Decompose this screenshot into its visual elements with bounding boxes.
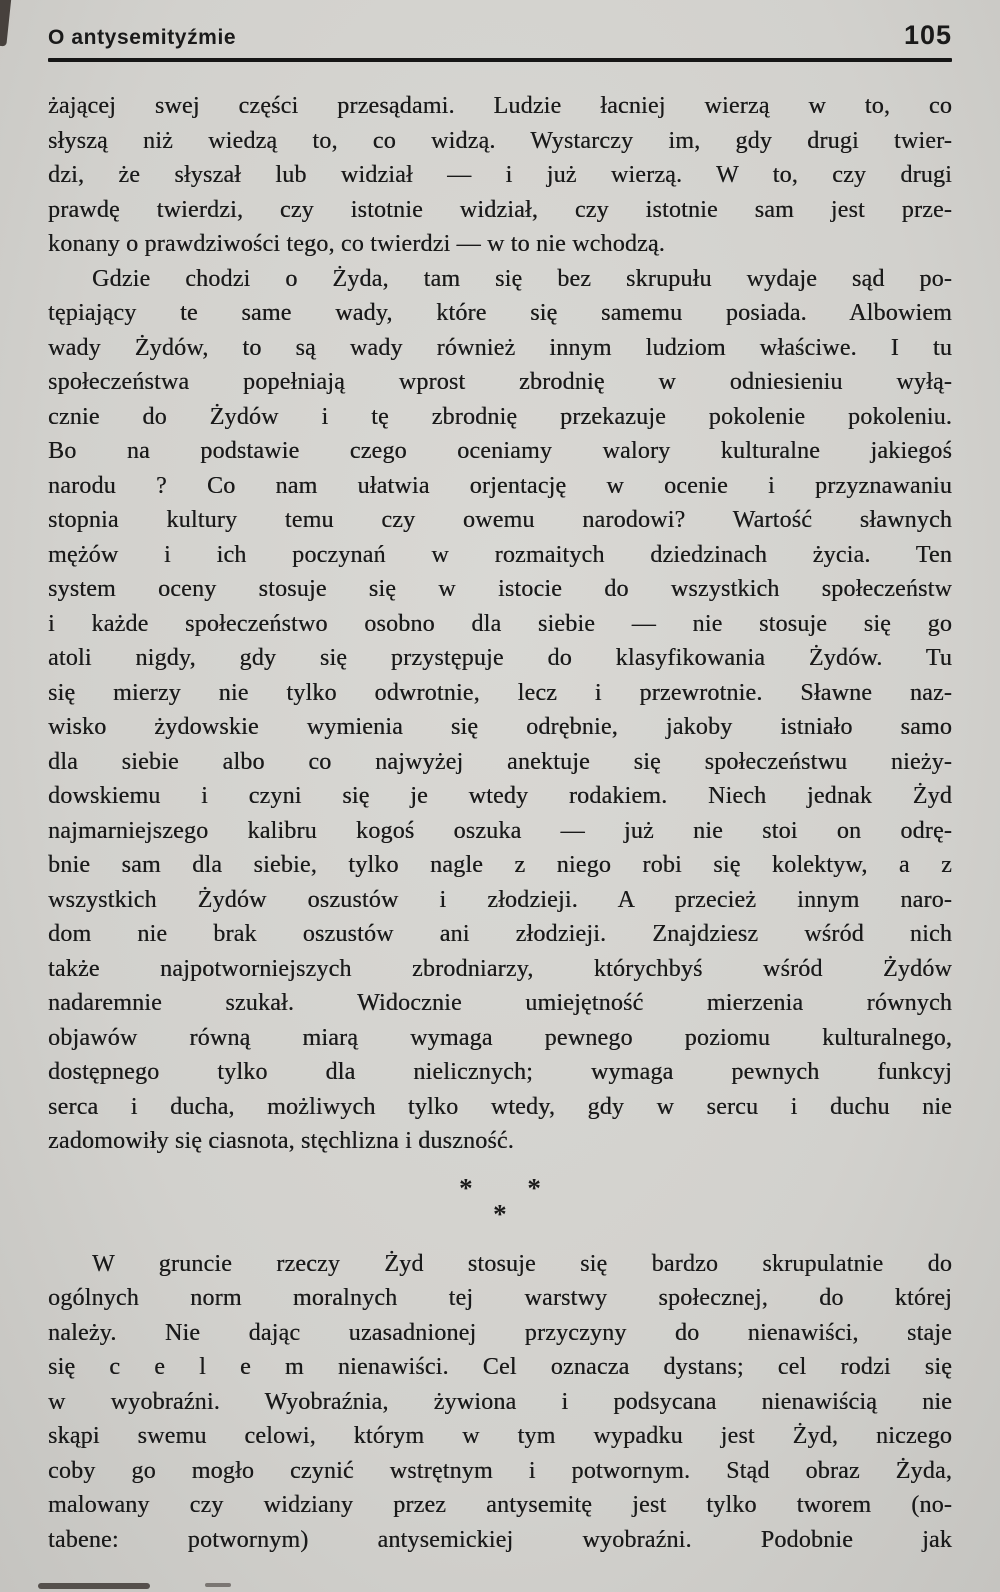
scan-artifact-bottom-dot (205, 1583, 231, 1587)
text-line: dzi, że słyszał lub widział — i już wierzą. W to, czy drugi (48, 162, 952, 188)
text-line: objawów równą miarą wymaga pewnego poziomu kulturalnego, (48, 1024, 952, 1051)
text-line: wszystkich Żydów oszustów i złodzieji. A przecież innym naro- (48, 886, 952, 913)
asterism-top-row: * * (459, 1172, 541, 1203)
text-line: także najpotworniejszych zbrodniarzy, którychbyś wśród Żydów (48, 955, 952, 982)
paragraph (48, 89, 952, 262)
scan-artifact-bottom-left (38, 1583, 150, 1589)
text-line: prawdę twierdzi, czy istotnie widział, czy istotnie sam jest prze- (48, 196, 952, 223)
text-line: narodu ? Co nam ułatwia orjentację w ocenie i przyznawaniu (48, 472, 952, 499)
text-line: mężów i ich poczynań w rozmaitych dziedzinach życia. Ten (48, 541, 952, 568)
text-line: system oceny stosuje się w istocie do wszystkich społeczeństw (48, 576, 952, 602)
text-line: dla siebie albo co najwyżej anektuje się społeczeństwu nieży- (48, 748, 952, 775)
paragraph (48, 262, 952, 1159)
text-line: serca i ducha, możliwych tylko wtedy, gdy w sercu i duchu nie (48, 1093, 952, 1120)
text-line: Bo na podstawie czego oceniamy walory kulturalne jakiegoś (48, 438, 952, 464)
text-line: dostępnego tylko dla nielicznych; wymaga pewnych funkcyj (48, 1059, 952, 1085)
text-line: należy. Nie dając uzasadnionej przyczyny do nienawiści, staje (48, 1319, 952, 1346)
text-line: cznie do Żydów i tę zbrodnię przekazuje pokolenie pokoleniu. (48, 403, 952, 430)
text-line: dom nie brak oszustów ani złodzieji. Znajdziesz wśród nich (48, 921, 952, 947)
text-line: skąpi swemu celowi, którym w tym wypadku jest Żyd, niczego (48, 1423, 952, 1449)
text-line: wisko żydowskie wymienia się odrębnie, jakoby istniało samo (48, 714, 952, 740)
text-body (48, 89, 952, 1557)
text-line: w wyobraźni. Wyobraźnia, żywiona i podsycana nienawiścią nie (48, 1388, 952, 1415)
asterism-bottom-row: * (493, 1198, 507, 1229)
paragraph (48, 1247, 952, 1558)
running-header-title: O antysemityźmie (48, 26, 237, 49)
text-line: słyszą niż wiedzą to, co widzą. Wystarczy im, gdy drugi twier- (48, 127, 952, 154)
text-line: atoli nigdy, gdy się przystępuje do klasyfikowania Żydów. Tu (48, 645, 952, 671)
text-line: W gruncie rzeczy Żyd stosuje się bardzo skrupulatnie do (92, 1250, 952, 1277)
text-line: bnie sam dla siebie, tylko nagle z niego robi się kolektyw, a z (48, 852, 952, 878)
text-line: ogólnych norm moralnych tej warstwy społecznej, do której (48, 1285, 952, 1311)
scan-artifact-top-left (0, 0, 12, 46)
text-line: coby go mogło czynić wstrętnym i potwornym. Stąd obraz Żyda, (48, 1457, 952, 1484)
text-line: tępiający te same wady, które się samemu posiada. Albowiem (48, 300, 952, 326)
text-line: społeczeństwa popełniają wprost zbrodnię w odniesieniu wyłą- (48, 369, 952, 395)
text-line: najmarniejszego kalibru kogoś oszuka — już nie stoi on odrę- (48, 817, 952, 844)
page-number: 105 (903, 20, 952, 50)
section-separator-asterism (48, 1172, 952, 1229)
text-line: się mierzy nie tylko odwrotnie, lecz i przewrotnie. Sławne naz- (48, 679, 952, 706)
text-line: żającej swej części przesądami. Ludzie łacniej wierzą w to, co (48, 93, 952, 119)
text-line: konany o prawdziwości tego, co twierdzi — w to nie wchodzą. (48, 231, 665, 257)
text-line: się c e l e m nienawiści. Cel oznacza dystans; cel rodzi się (48, 1354, 952, 1380)
text-line: malowany czy widziany przez antysemitę jest tylko tworem (no- (48, 1492, 952, 1518)
text-line: tabene: potwornym) antysemickiej wyobraźni. Podobnie jak (48, 1526, 952, 1553)
text-line: Gdzie chodzi o Żyda, tam się bez skrupułu wydaje sąd po- (92, 265, 952, 292)
text-line: zadomowiły się ciasnota, stęchlizna i duszność. (48, 1128, 514, 1154)
text-line: dowskiemu i czyni się je wtedy rodakiem. Niech jednak Żyd (48, 783, 952, 809)
header-rule-divider (48, 58, 952, 62)
text-line: stopnia kultury temu czy owemu narodowi? Wartość sławnych (48, 507, 952, 533)
text-line: wady Żydów, to są wady również innym ludziom właściwe. I tu (48, 334, 952, 361)
running-header (48, 20, 952, 51)
text-line: i każde społeczeństwo osobno dla siebie — nie stosuje się go (48, 610, 952, 637)
text-line: nadaremnie szukał. Widocznie umiejętność mierzenia równych (48, 990, 952, 1016)
